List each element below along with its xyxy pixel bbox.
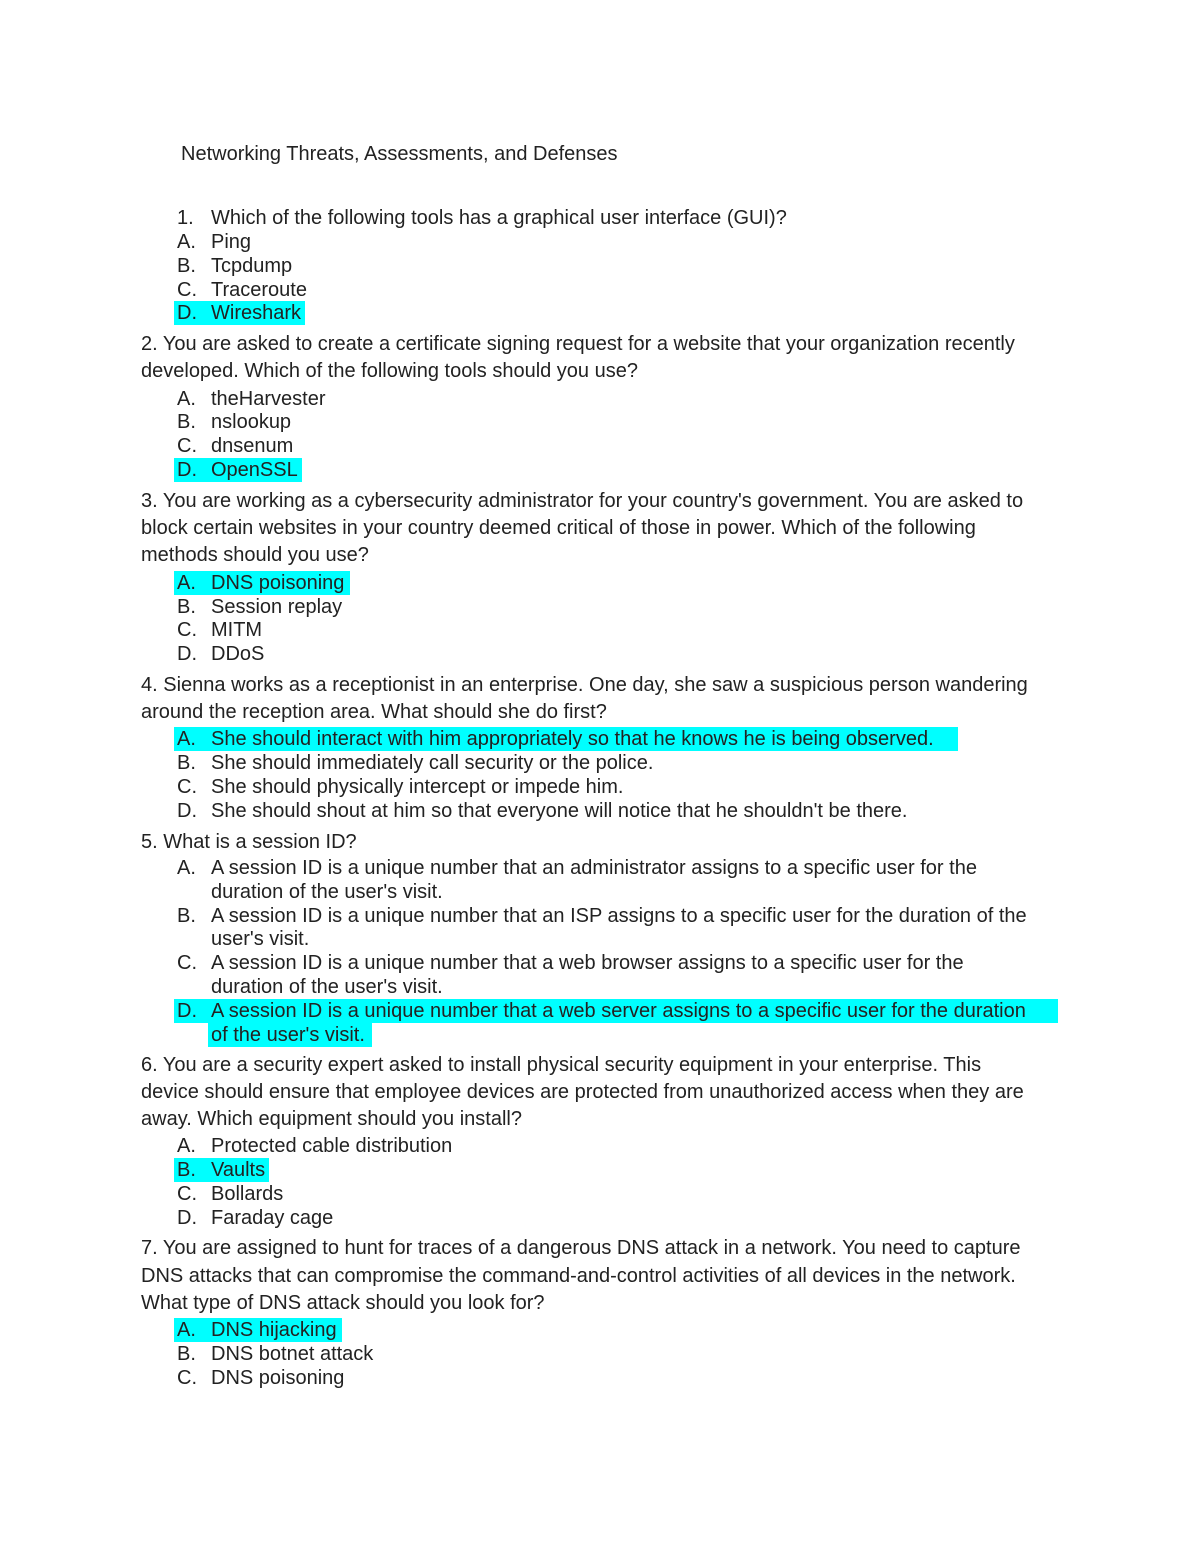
q1-option-b: Tcpdump [211, 255, 293, 277]
q7-option-b-letter: B. [177, 1343, 196, 1365]
q5-option-c-letter: C. [177, 952, 197, 974]
q4-option-b-letter: B. [177, 752, 196, 774]
q5-option-b-line-2: user's visit. [211, 928, 310, 950]
q5-option-b-letter: B. [177, 905, 196, 927]
q1-option-a: Ping [211, 231, 252, 253]
q5-option-d-letter: D. [177, 1000, 197, 1022]
q4-text-line-2: around the reception area. What should she do first? [141, 701, 607, 723]
q3-option-b: Session replay [211, 596, 343, 618]
q5-option-b-line-1: A session ID is a unique number that an ISP assigns to a specific user for the duration of the [211, 905, 1027, 927]
q5-option-a-line-1: A session ID is a unique number that an administrator assigns to a specific user for the [211, 857, 977, 879]
q6-text-line-3: away. Which equipment should you install? [141, 1108, 522, 1130]
q6-option-c-letter: C. [177, 1183, 197, 1205]
q7-option-a-letter: A. [177, 1319, 196, 1341]
q1-option-d-letter: D. [177, 302, 197, 324]
q2-option-a: theHarvester [211, 388, 326, 410]
q4-option-c: She should physically intercept or impede him. [211, 776, 624, 798]
q7-text-line-1: 7. You are assigned to hunt for traces of a dangerous DNS attack in a network. You need to capture [141, 1237, 1021, 1259]
q5-option-c-line-2: duration of the user's visit. [211, 976, 443, 998]
q4-option-d: She should shout at him so that everyone will notice that he shouldn't be there. [211, 800, 908, 822]
q3-option-d: DDoS [211, 643, 265, 665]
q3-text-line-1: 3. You are working as a cybersecurity administrator for your country's government. You are asked to [141, 490, 1024, 512]
q5-text-line-1: 5. What is a session ID? [141, 831, 357, 853]
q2-option-b: nslookup [211, 411, 292, 433]
q5-option-c-line-1: A session ID is a unique number that a web browser assigns to a specific user for the [211, 952, 964, 974]
q6-option-d-letter: D. [177, 1207, 197, 1229]
q1-number: 1. [177, 207, 194, 229]
q2-option-b-letter: B. [177, 411, 196, 433]
q6-option-c: Bollards [211, 1183, 284, 1205]
q2-option-d: OpenSSL [211, 459, 298, 481]
q3-option-c: MITM [211, 619, 263, 641]
q2-text-line-1: 2. You are asked to create a certificate signing request for a website that your organization recently [141, 333, 1015, 355]
q7-option-a: DNS hijacking [211, 1319, 337, 1341]
q1-option-c-letter: C. [177, 279, 197, 301]
q5-option-a-letter: A. [177, 857, 196, 879]
q3-option-a: DNS poisoning [211, 572, 345, 594]
q1-option-d: Wireshark [211, 302, 302, 324]
q4-option-a: She should interact with him appropriately so that he knows he is being observed. [211, 728, 934, 750]
q7-option-c-letter: C. [177, 1367, 197, 1389]
q7-option-c: DNS poisoning [211, 1367, 345, 1389]
q3-option-a-letter: A. [177, 572, 196, 594]
q2-option-a-letter: A. [177, 388, 196, 410]
q2-option-c-letter: C. [177, 435, 197, 457]
q3-option-b-letter: B. [177, 596, 196, 618]
q6-text-line-1: 6. You are a security expert asked to install physical security equipment in your enterprise. This [141, 1054, 982, 1076]
q4-option-d-letter: D. [177, 800, 197, 822]
q2-option-d-letter: D. [177, 459, 197, 481]
q3-option-c-letter: C. [177, 619, 197, 641]
q2-option-c: dnsenum [211, 435, 294, 457]
q7-option-b: DNS botnet attack [211, 1343, 374, 1365]
q1-option-b-letter: B. [177, 255, 196, 277]
q5-option-d-line-2: of the user's visit. [211, 1024, 365, 1046]
q5-option-d-line-1: A session ID is a unique number that a web server assigns to a specific user for the duration [211, 1000, 1026, 1022]
q3-option-d-letter: D. [177, 643, 197, 665]
q1-option-c: Traceroute [211, 279, 307, 301]
q6-option-a: Protected cable distribution [211, 1135, 453, 1157]
q4-option-a-letter: A. [177, 728, 196, 750]
q6-option-b-letter: B. [177, 1159, 196, 1181]
document-title: Networking Threats, Assessments, and Defenses [181, 143, 618, 165]
q6-option-d: Faraday cage [211, 1207, 334, 1229]
q4-option-c-letter: C. [177, 776, 197, 798]
q6-text-line-2: device should ensure that employee devices are protected from unauthorized access when they are [141, 1081, 1024, 1103]
q1-option-a-letter: A. [177, 231, 196, 253]
q2-text-line-2: developed. Which of the following tools should you use? [141, 360, 638, 382]
q5-option-a-line-2: duration of the user's visit. [211, 881, 443, 903]
q7-text-line-3: What type of DNS attack should you look for? [141, 1292, 545, 1314]
q7-text-line-2: DNS attacks that can compromise the command-and-control activities of all devices in the network. [141, 1265, 1016, 1287]
q4-option-b: She should immediately call security or the police. [211, 752, 654, 774]
q6-option-a-letter: A. [177, 1135, 196, 1157]
q3-text-line-2: block certain websites in your country deemed critical of those in power. Which of the following [141, 517, 976, 539]
q1-text: Which of the following tools has a graphical user interface (GUI)? [211, 207, 787, 229]
q4-text-line-1: 4. Sienna works as a receptionist in an enterprise. One day, she saw a suspicious person wandering [141, 674, 1028, 696]
q3-text-line-3: methods should you use? [141, 544, 369, 566]
q6-option-b: Vaults [211, 1159, 266, 1181]
